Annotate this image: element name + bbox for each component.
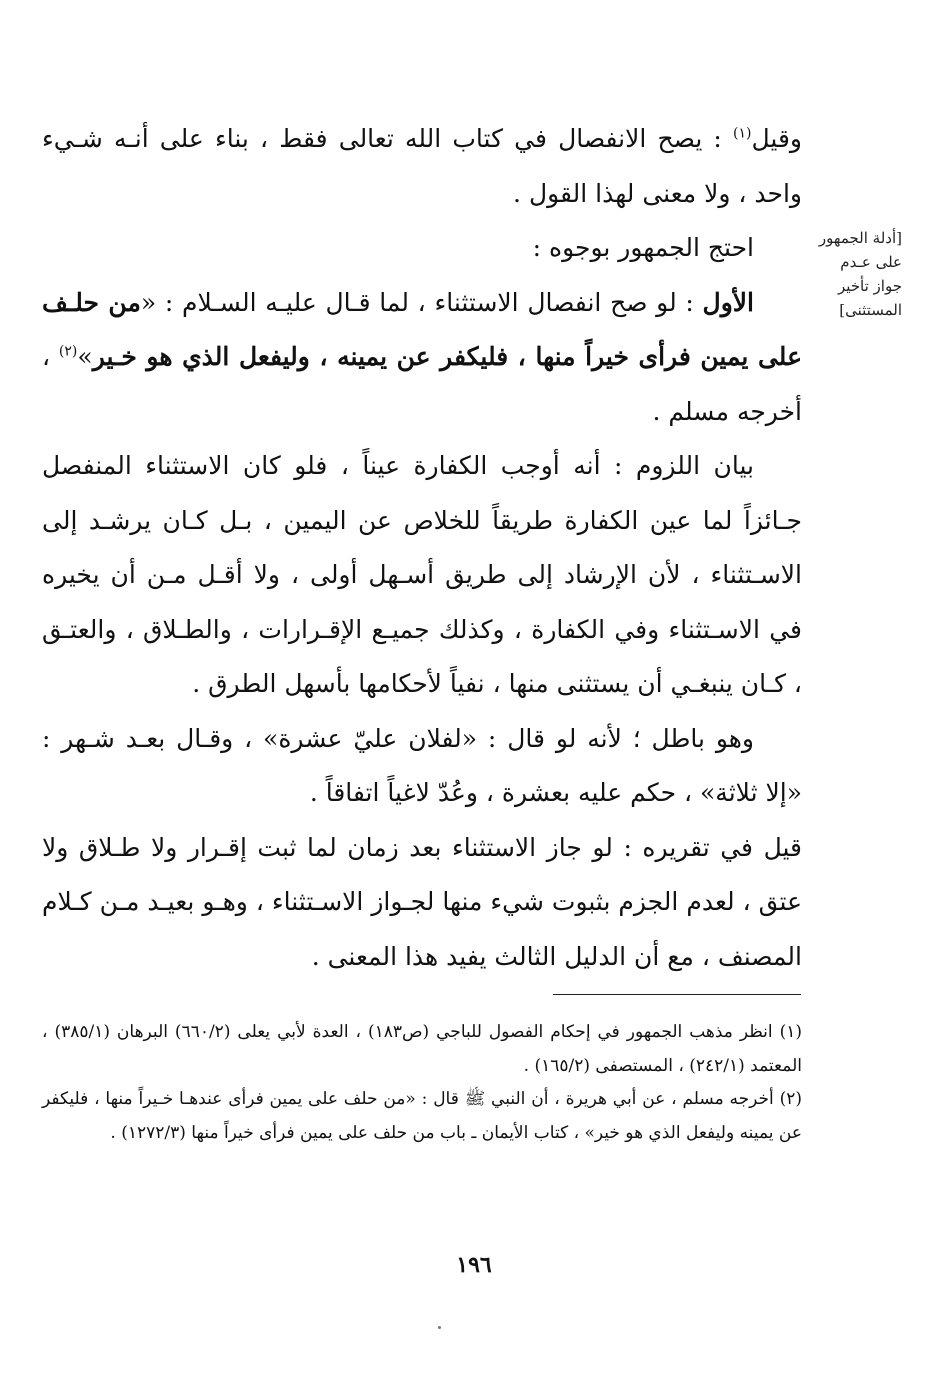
- margin-note-line: على عـدم: [840, 253, 902, 271]
- page-number: ١٩٦: [456, 1252, 492, 1278]
- footnote-ref[interactable]: (١): [733, 125, 752, 142]
- text: بيان اللزوم : أنه أوجب الكفارة عيناً ، فلو كان الاستثناء المنفصل جـائزاً لما عين الكفارة طريقاً للخلاص عن اليمين ، بـل كـان يرشـد إلى الاسـتثناء ، لأن الإرشاد إلى طريق أسـهل أولى ، ولا أقـل مـن أن يخيره في الاسـتثناء وفي الكفارة ، وكذلك جميـع الإقـرارات ، والطـلاق ، والعتـق ، كـان ينبغـي أن يستثنى منها ، نفياً لأحكامها بأسهل الطرق .: [42, 451, 802, 698]
- text: وهو باطل ؛ لأنه لو قال : «لفلان عليّ عشرة» ، وقـال بعـد شـهر : «إلا ثلاثة» ، حكم عليه بعشرة ، وعُدّ لاغياً اتفاقاً .: [42, 723, 802, 807]
- footnote: (١) انظر مذهب الجمهور في إحكام الفصول للباجي (ص١٨٣) ، العدة لأبي يعلى (٦٦٠/٢) البرهان (٣٨٥/١) ، المعتمد (٢٤٢/١) ، المستصفى (١٦٥/٢) .: [42, 1022, 802, 1076]
- text: ، أخرجه مسلم .: [42, 342, 802, 426]
- paragraph: [42, 221, 802, 276]
- paragraph: [42, 439, 802, 712]
- text: : يصح الانفصال في كتاب الله تعالى فقط ، بناء على أنـه شـيء واحد ، ولا معنى لهذا القول .: [42, 124, 802, 208]
- scan-speck: [438, 1326, 441, 1329]
- margin-note-line: [أدلة الجمهور: [818, 229, 902, 247]
- footnote-ref[interactable]: (٢): [58, 343, 78, 360]
- footnote-divider: [553, 994, 801, 995]
- hadith-quote: من حلـف على يمين فرأى خيراً منها ، فليكفر عن يمينه ، وليفعل الذي هو خـير: [42, 287, 802, 371]
- text: احتج الجمهور بوجوه :: [532, 233, 754, 262]
- text: »: [77, 342, 93, 371]
- heading-word: الأول: [702, 287, 754, 317]
- paragraph: [42, 712, 802, 821]
- paragraph: [42, 112, 802, 221]
- paragraph: [42, 276, 802, 440]
- margin-note-line: المستثنى]: [839, 301, 902, 319]
- margin-note-line: جواز تأخير: [837, 277, 902, 295]
- margin-note: [806, 226, 902, 322]
- footnotes: [42, 1016, 802, 1150]
- paragraph: [42, 821, 802, 985]
- main-text: [42, 112, 802, 984]
- text: قيل في تقريره : لو جاز الاستثناء بعد زمان لما ثبت إقـرار ولا طـلاق ولا عتق ، لعدم الجزم بثبوت شيء منها لجـواز الاسـتثناء ، وهـو بعيـد مـن كـلام المصنف ، مع أن الدليل الثالث يفيد هذا المعنى .: [42, 832, 802, 971]
- text: : لو صح انفصال الاستثناء ، لما قـال عليـه السـلام : «: [140, 287, 703, 317]
- text: وقيل: [751, 124, 802, 153]
- footnote: (٢) أخرجه مسلم ، عن أبي هريرة ، أن النبي ﷺ قال : «من حلف على يمين فرأى عندهـا خـيراً منها ، فليكفر عن يمينه وليفعل الذي هو خير» ، كتاب الأيمان ـ باب من حلف على يمين فرأى خيراً منها (١٢٧٢/٣) .: [42, 1089, 802, 1143]
